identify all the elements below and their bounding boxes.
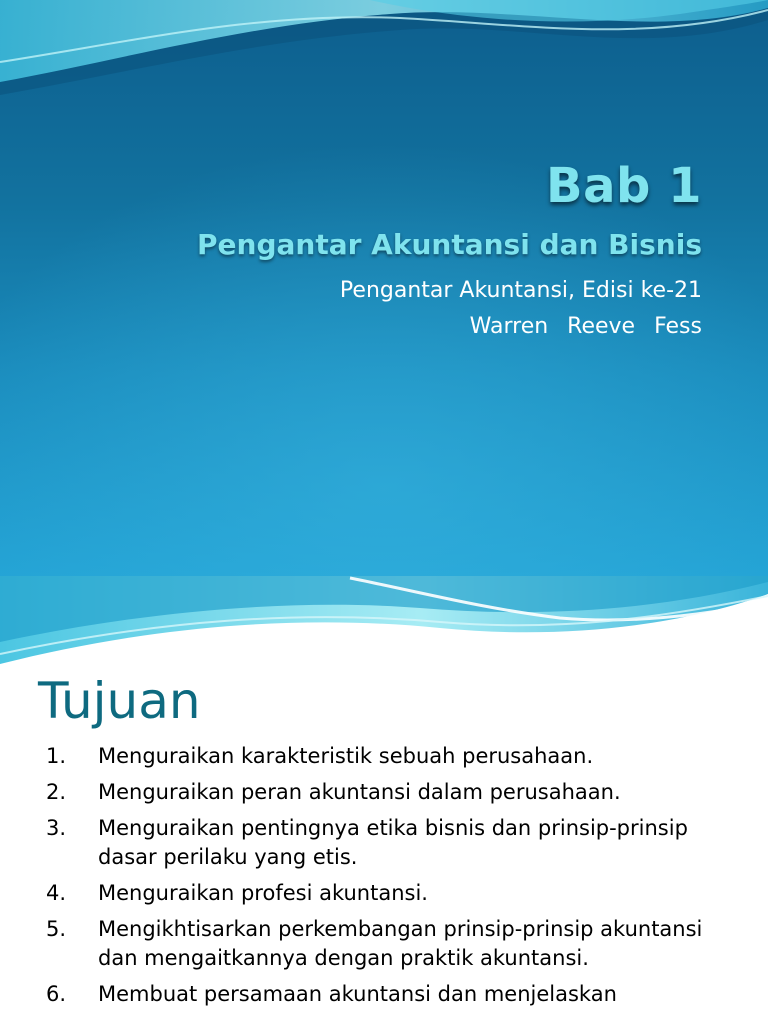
slide-title: Bab 1 [546, 158, 702, 214]
list-item-text: Mengikhtisarkan perkembangan prinsip-prinsip akuntansi dan mengaitkannya dengan praktik akuntansi. [98, 917, 703, 970]
list-item [0, 742, 768, 771]
list-item [0, 879, 768, 908]
slide-subtitle: Pengantar Akuntansi dan Bisnis [197, 228, 702, 261]
list-item [0, 915, 768, 973]
list-item [0, 980, 768, 1009]
list-item-number: 6. [46, 982, 67, 1006]
book-edition: Pengantar Akuntansi, Edisi ke-21 [339, 278, 702, 303]
list-item-number: 5. [46, 917, 67, 941]
list-item [0, 814, 768, 872]
list-item-text: Menguraikan pentingnya etika bisnis dan prinsip-prinsip dasar perilaku yang etis. [98, 816, 688, 869]
list-item-number: 3. [46, 816, 67, 840]
list-item-number: 4. [46, 881, 67, 905]
list-item-text: Menguraikan profesi akuntansi. [98, 881, 428, 905]
authors: Warren Reeve Fess [469, 314, 702, 339]
objectives-list [0, 742, 768, 1016]
list-item-text: Membuat persamaan akuntansi dan menjelaskan [98, 982, 617, 1006]
list-item-text: Menguraikan karakteristik sebuah perusahaan. [98, 744, 594, 768]
objectives-heading: Tujuan [38, 672, 201, 730]
list-item [0, 778, 768, 807]
list-item-number: 1. [46, 744, 67, 768]
list-item-number: 2. [46, 780, 67, 804]
list-item-text: Menguraikan peran akuntansi dalam perusahaan. [98, 780, 621, 804]
wave-header [0, 576, 768, 676]
